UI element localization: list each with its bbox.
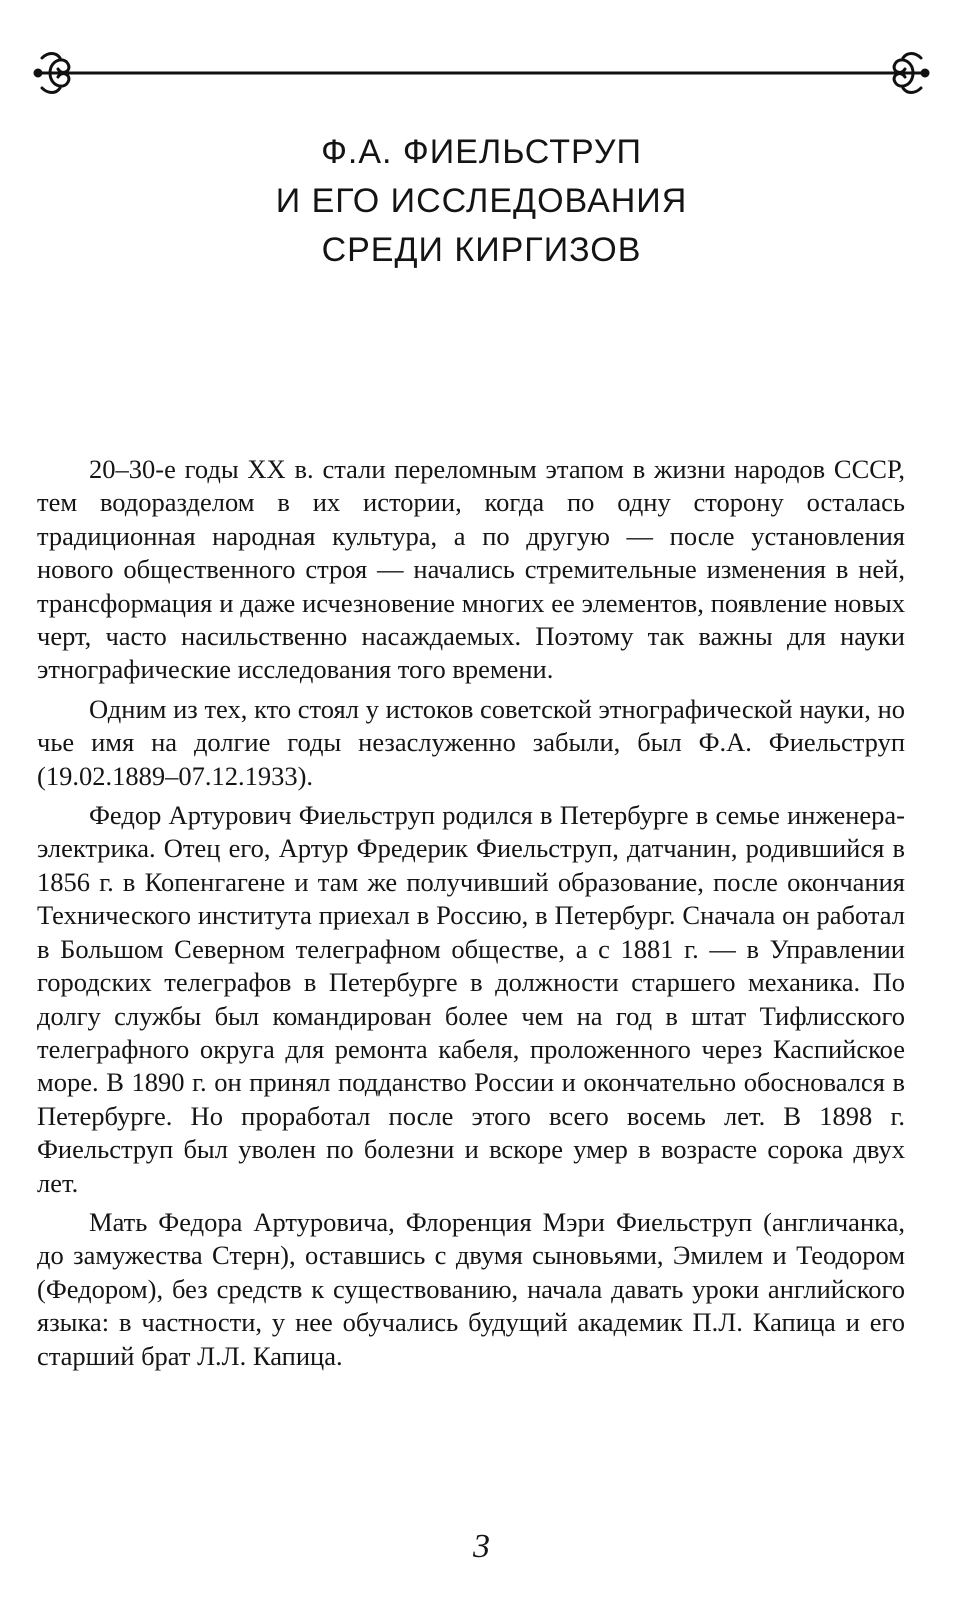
paragraph: Федор Артурович Фиельструп родился в Петербурге в семье инженера-электрика. Отец его, Артур Фредерик Фиельструп, датчанин, родившийся в 1856 г. в Копенгагене и там же получивший образование, после окончания Технического института приехал в Россию, в Петербург. Сначала он работал в Большом Северном телеграфном обществе, а с 1881 г. — в Управлении городских телеграфов в Петербурге в должности старшего механика. По долгу службы был командирован более чем на год в штат Тифлисского телеграфного округа для ремонта кабеля, проложенного через Каспийское море. В 1890 г. он принял подданство России и окончательно обосновался в Петербурге. Но проработал после этого всего восемь лет. В 1898 г. Фиельструп был уволен по болезни и вскоре умер в возрасте сорока двух лет. [37,800,905,1198]
paragraph: Одним из тех, кто стоял у истоков советской этнографической науки, но чье имя на долгие годы незаслуженно забыли, был Ф.А. Фиельструп (19.02.1889–07.12.1933). [37,693,905,791]
paragraph: 20–30-е годы XX в. стали переломным этапом в жизни народов СССР, тем водоразделом в их истории, когда по одну сторону осталась традиционная народная культура, а по другую — после установления нового общественного строя — начались стремительные изменения в ней, трансформация и даже исчезновение многих ее элементов, появление новых черт, часто насильственно насаждаемых. Поэтому так важны для науки этнографические исследования того времени. [37,454,905,685]
page-number: 3 [473,1528,490,1565]
chapter-title-line: СРЕДИ КИРГИЗОВ [321,231,642,269]
chapter-title [0,128,963,275]
ornamental-header-rule [30,38,933,108]
paragraph: Мать Федора Артуровича, Флоренция Мэри Фиельструп (англичанка, до замужества Стерн), оставшись с двумя сыновьями, Эмилем и Теодором (Федором), без средств к существованию, начала давать уроки английского языка: в частности, у нее обучались будущий академик П.Л. Капица и его старший брат Л.Л. Капица. [37,1206,905,1371]
left-flourish-icon [35,54,69,93]
right-flourish-icon [894,54,928,93]
chapter-title-line: Ф.А. ФИЕЛЬСТРУП [321,133,642,171]
chapter-title-line: И ЕГО ИССЛЕДОВАНИЯ [275,182,688,220]
body-text [37,453,905,1379]
